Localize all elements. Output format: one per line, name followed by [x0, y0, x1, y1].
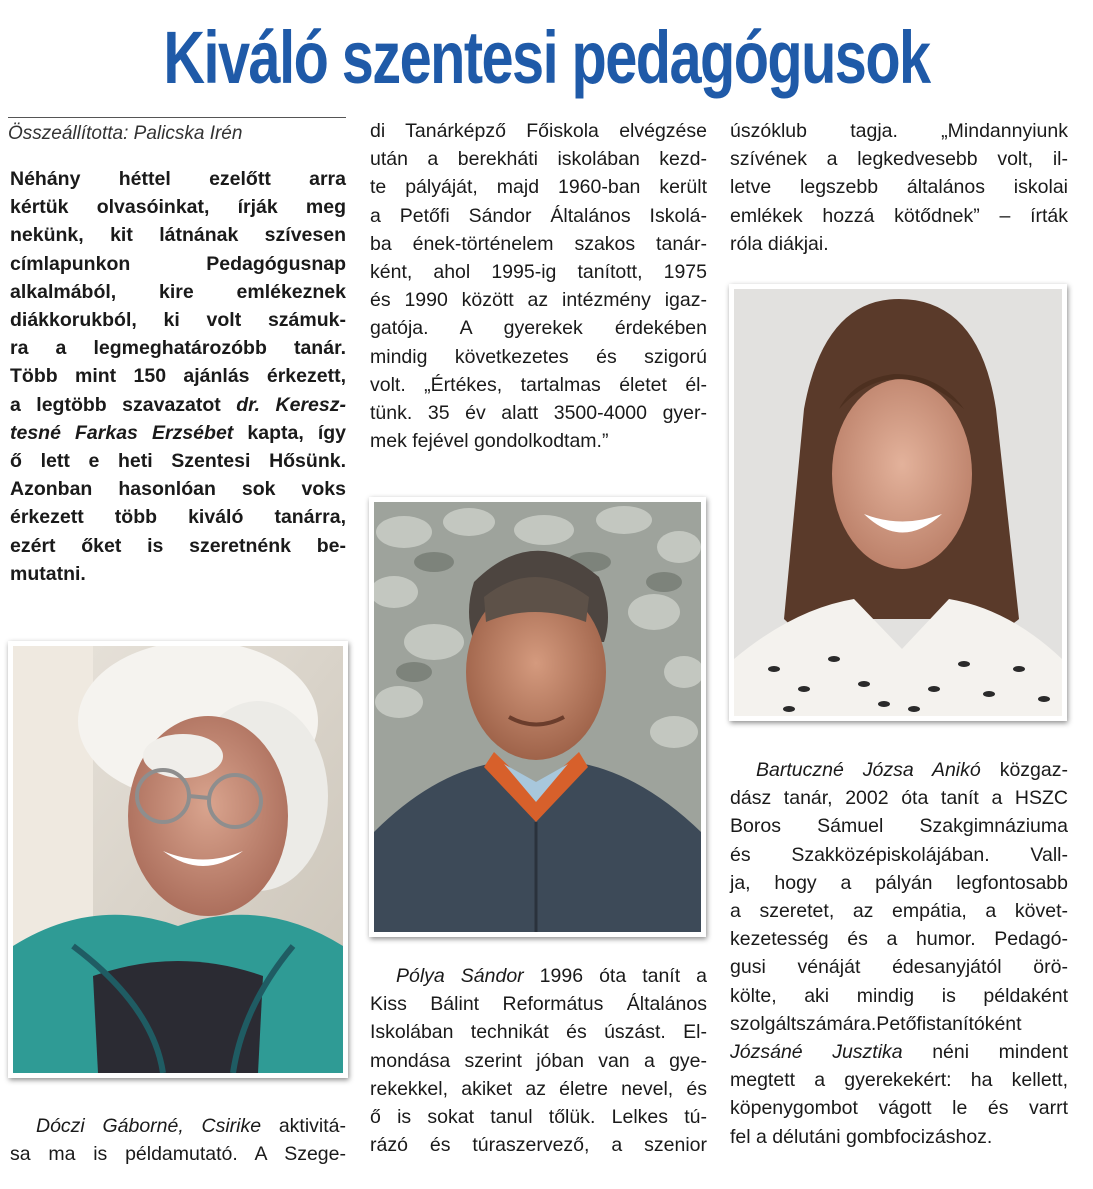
honoree-name: tesné Farkas Erzsébet	[10, 421, 234, 444]
body-line: úszóklub tagja. „Mindannyiunk	[730, 120, 1068, 142]
caption-line: fel a délutáni gombfocizáshoz.	[730, 1125, 993, 1148]
lead-line: nekünk, kit látnának szívesen	[10, 224, 346, 247]
lead-line: Több mint 150 ajánlás érkezett,	[10, 365, 346, 388]
teacher-name: Dóczi Gáborné, Csirike	[36, 1115, 262, 1137]
headline: Kiváló szentesi pedagógusok	[163, 16, 930, 99]
lead-line	[10, 419, 346, 447]
caption-text: néni mindent	[902, 1041, 1068, 1064]
caption-line: Boros Sámuel Szakgimnáziuma	[730, 815, 1068, 838]
caption-line: ő is sokat tanul tőlük. Lelkes tú-	[370, 1106, 707, 1129]
caption-line: mondása szerint jóban van a gye-	[370, 1049, 707, 1072]
lead-line: Azonban hasonlóan sok voks	[10, 478, 346, 501]
caption-line: Kiss Bálint Református Általános	[370, 993, 707, 1016]
caption-line: köpenygombot vágott le és varrt	[730, 1097, 1068, 1120]
photo-polya-sandor	[369, 497, 706, 937]
caption-line: megtett a gyerekekért: ha kellett,	[730, 1069, 1068, 1092]
caption-line: dász tanár, 2002 óta tanít a HSZC	[730, 787, 1068, 810]
caption-line: sa ma is példamutató. A Szege-	[10, 1143, 346, 1166]
lead-line	[10, 391, 346, 419]
lead-line: ra a legmeghatározóbb tanár.	[10, 337, 346, 360]
body-line: róla diákjai.	[730, 232, 829, 255]
caption-polya	[370, 962, 707, 1159]
lead-text: a legtöbb szavazatot	[10, 393, 221, 416]
body-line: és 1990 között az intézmény igaz-	[370, 289, 707, 312]
caption-bartuczne	[730, 756, 1068, 1151]
teacher-name: Pólya Sándor	[396, 965, 524, 987]
caption-line: a szeretet, az empátia, a követ-	[730, 900, 1068, 923]
caption-line: és Szakközépiskolájában. Vall-	[730, 843, 1068, 866]
body-line: te pályáját, majd 1960-ban került	[370, 176, 707, 199]
photo-doczi-gaborne	[8, 641, 348, 1078]
body-line: után a berekháti iskolában kezd-	[370, 148, 707, 171]
body-line: mindig következetes és szigorú	[370, 345, 707, 368]
column-2-text	[370, 117, 707, 455]
lead-line: alkalmából, kire emlékeznek	[10, 280, 346, 303]
caption-line: szolgáltszámára.Petőfistanítóként	[730, 1012, 1022, 1035]
caption-line: kezetesség és a humor. Pedagó-	[730, 928, 1068, 951]
caption-line: Iskolában technikát és úszást. El-	[370, 1021, 707, 1044]
body-line: emlékek hozzá kötődnek” – írták	[730, 204, 1068, 227]
lead-line: Néhány héttel ezelőtt arra	[10, 168, 346, 190]
body-line: ként, ahol 1995-ig tanított, 1975	[370, 261, 707, 284]
photo-bartuczne-jozsa-aniko	[729, 284, 1067, 721]
body-line: mek fejével gondolkodtam.”	[370, 430, 609, 453]
teacher-name: Bartuczné Józsa Anikó	[756, 759, 981, 781]
column-3-text	[730, 117, 1068, 258]
caption-doczi	[10, 1112, 346, 1168]
caption-line: gusi vénáját édesanyjától örö-	[730, 956, 1068, 979]
teacher-name: Józsáné Jusztika	[730, 1041, 903, 1064]
body-line: di Tanárképző Főiskola elvégzése	[370, 120, 707, 142]
lead-line: kértük olvasóinkat, írják meg	[10, 196, 346, 219]
lead-line: címlapunkon Pedagógusnap	[10, 252, 346, 275]
lead-line: ő lett e heti Szentesi Hősünk.	[10, 450, 346, 473]
lead-line: ezért őket is szeretnénk be-	[10, 534, 346, 557]
caption-text: aktivitá-	[261, 1115, 346, 1137]
byline: Összeállította: Palicska Irén	[8, 117, 346, 147]
portrait-image	[734, 289, 1062, 716]
caption-line	[370, 962, 707, 990]
portrait-image	[374, 502, 701, 932]
body-line: volt. „Értékes, tartalmas életet él-	[370, 373, 707, 396]
honoree-name: dr. Keresz-	[236, 393, 346, 416]
body-line: szívének a legkedvesebb volt, il-	[730, 148, 1068, 171]
portrait-image	[13, 646, 343, 1073]
caption-line: rekekkel, akiket az életre nevel, és	[370, 1077, 707, 1100]
column-1	[10, 117, 346, 588]
caption-text: 1996 óta tanít a	[523, 965, 707, 987]
caption-line: költe, aki mindig is példaként	[730, 984, 1068, 1007]
caption-line	[10, 1112, 346, 1140]
lead-line: érkezett több kiváló tanárra,	[10, 506, 346, 529]
lead-line: diákkorukból, ki volt számuk-	[10, 309, 346, 332]
body-line: a Petőfi Sándor Általános Iskolá-	[370, 204, 707, 227]
caption-text: közgaz-	[980, 759, 1068, 781]
caption-line: ja, hogy a pályán legfontosabb	[730, 871, 1068, 894]
body-line: letve legszebb általános iskolai	[730, 176, 1068, 199]
lead-text: kapta, így	[247, 421, 346, 444]
caption-line	[730, 756, 1068, 784]
body-line: gatója. A gyerekek érdekében	[370, 317, 707, 340]
caption-line	[730, 1038, 1068, 1066]
lead-line: mutatni.	[10, 562, 86, 585]
lead-paragraph	[10, 165, 346, 588]
body-line: tünk. 35 év alatt 3500-4000 gyer-	[370, 402, 707, 425]
caption-line: rázó és túraszervező, a szenior	[370, 1134, 707, 1157]
body-line: ba ének-történelem szakos tanár-	[370, 232, 707, 255]
